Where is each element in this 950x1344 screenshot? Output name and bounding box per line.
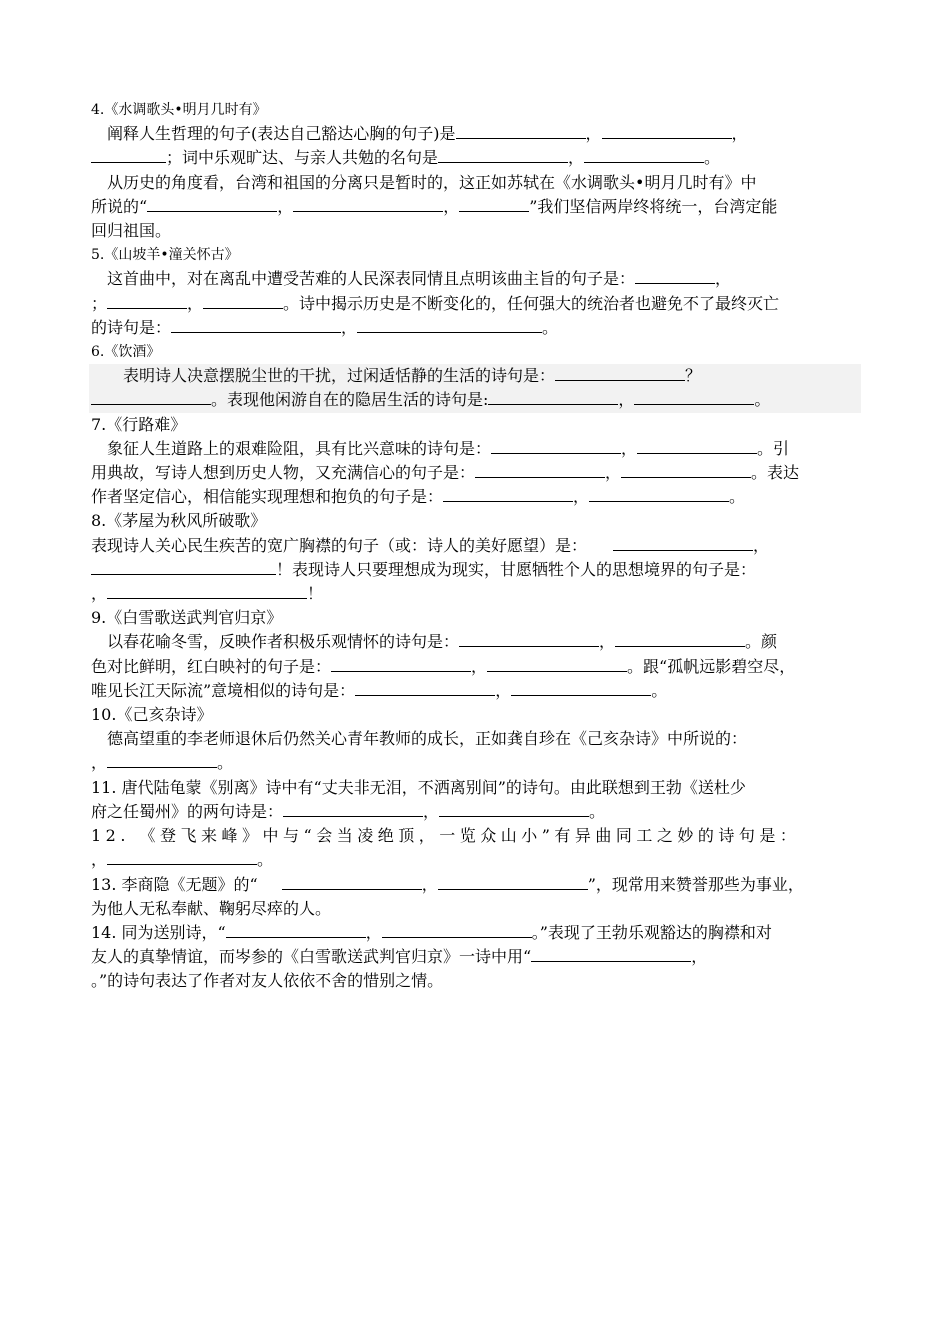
q4-line3: 从历史的角度看，台湾和祖国的分离只是暂时的，这正如苏轼在《水调歌头•明月几时有》中 — [107, 172, 757, 192]
answer-blank[interactable] — [635, 267, 715, 284]
q10-line2: ， 。 — [91, 753, 234, 773]
q7-line3: 作者坚定信心，相信能实现理想和抱负的句子是： ， 。 — [91, 487, 746, 507]
answer-blank[interactable] — [91, 388, 211, 405]
q9-line3: 唯见长江天际流”意境相似的诗句是： ， 。 — [91, 680, 668, 700]
answer-blank[interactable] — [459, 630, 599, 647]
q13-line1: 13. 李商隐《无题》的“ ， ”，现常用来赞誉那些为事业， — [91, 874, 804, 894]
answer-blank[interactable] — [107, 751, 217, 768]
answer-blank[interactable] — [91, 146, 166, 163]
worksheet — [91, 98, 861, 994]
q10-title: 10.《己亥杂诗》 — [91, 705, 213, 725]
q5-title: 5.《山坡羊•潼关怀古》 — [91, 247, 239, 264]
answer-blank[interactable] — [357, 316, 542, 333]
q6-line2: 。表现他闲游自在的隐居生活的诗句是: ， 。 — [91, 388, 861, 412]
q6-shaded-block — [89, 364, 861, 412]
answer-blank[interactable] — [511, 679, 651, 696]
q12-line2: ， 。 — [91, 850, 274, 870]
q14-line1: 14. 同为送别诗，“ ， 。”表现了王勃乐观豁达的胸襟和对 — [91, 922, 772, 942]
answer-blank[interactable] — [91, 558, 276, 575]
q5-line2: ； ， 。诗中揭示历史是不断变化的，任何强大的统治者也避免不了最终灭亡 — [91, 293, 780, 313]
answer-blank[interactable] — [147, 195, 277, 212]
answer-blank[interactable] — [589, 485, 729, 502]
answer-blank[interactable] — [438, 873, 588, 890]
q13-line2: 为他人无私奉献、鞠躬尽瘁的人。 — [91, 898, 332, 918]
answer-blank[interactable] — [637, 437, 757, 454]
answer-blank[interactable] — [107, 848, 257, 865]
answer-blank[interactable] — [459, 195, 529, 212]
q4-title: 4.《水调歌头•明月几时有》 — [91, 102, 267, 118]
answer-blank[interactable] — [491, 437, 621, 454]
q8-line3: ， ！ — [91, 584, 324, 604]
answer-blank[interactable] — [293, 195, 443, 212]
answer-blank[interactable] — [282, 873, 422, 890]
answer-blank[interactable] — [226, 921, 366, 938]
q10-line1: 德高望重的李老师退休后仍然关心青年教师的成长，正如龚自珍在《己亥杂诗》中所说的： — [107, 729, 748, 749]
q14-line2: 友人的真挚情谊，而岑参的《白雪歌送武判官归京》一诗中用“ ， — [91, 947, 708, 967]
q4-line1: 阐释人生哲理的句子(表达自己豁达心胸的句子)是 ， ， — [107, 124, 748, 144]
answer-blank[interactable] — [107, 582, 307, 599]
answer-blank[interactable] — [531, 945, 691, 962]
q7-title: 7.《行路难》 — [91, 414, 187, 434]
answer-blank[interactable] — [283, 800, 423, 817]
q8-title: 8.《茅屋为秋风所破歌》 — [91, 511, 267, 531]
answer-blank[interactable] — [615, 630, 745, 647]
q5-line1: 这首曲中，对在离乱中遭受苦难的人民深表同情且点明该曲主旨的句子是： ， — [107, 269, 732, 289]
q5-line3: 的诗句是： ， 。 — [91, 317, 559, 337]
answer-blank[interactable] — [382, 921, 532, 938]
answer-blank[interactable] — [331, 655, 471, 672]
q9-title: 9.《白雪歌送武判官归京》 — [91, 608, 283, 628]
q6-title: 6.《饮酒》 — [91, 344, 161, 361]
q14-line3: 。”的诗句表达了作者对友人依依不舍的惜别之情。 — [91, 971, 444, 991]
answer-blank[interactable] — [203, 292, 283, 309]
answer-blank[interactable] — [107, 292, 187, 309]
answer-blank[interactable] — [584, 146, 704, 163]
q4-line4: 所说的“ ， ， ”我们坚信两岸终将统一，台湾定能 — [91, 196, 778, 216]
answer-blank[interactable] — [439, 800, 589, 817]
q9-line1: 以春花喻冬雪，反映作者积极乐观情怀的诗句是： ， 。颜 — [107, 632, 778, 652]
q11-line2: 府之任蜀州》的两句诗是： ， 。 — [91, 801, 606, 821]
q4-line5: 回归祖国。 — [91, 221, 172, 241]
answer-blank[interactable] — [555, 364, 685, 381]
answer-blank[interactable] — [443, 485, 573, 502]
q6-line1: 表明诗人决意摆脱尘世的干扰，过闲适恬静的生活的诗句是： ？ — [123, 366, 702, 386]
answer-blank[interactable] — [613, 534, 753, 551]
answer-blank[interactable] — [355, 679, 495, 696]
q4-line2: ；词中乐观旷达、与亲人共勉的名句是 ， 。 — [91, 146, 861, 170]
q12-line1: 12. 《登飞来峰》中与“会当凌绝顶，一览众山小”有异曲同工之妙的诗句是： — [91, 826, 801, 846]
answer-blank[interactable] — [634, 388, 754, 405]
answer-blank[interactable] — [487, 655, 627, 672]
answer-blank[interactable] — [621, 461, 751, 478]
answer-blank[interactable] — [456, 122, 586, 139]
q8-line2: ！表现诗人只要理想成为现实，甘愿牺牲个人的思想境界的句子是： — [91, 558, 861, 582]
answer-blank[interactable] — [438, 146, 568, 163]
q7-line1: 象征人生道路上的艰难险阻，具有比兴意味的诗句是： ， 。引 — [107, 438, 790, 458]
q9-line2: 色对比鲜明，红白映衬的句子是： ， 。跟“孤帆远影碧空尽， — [91, 656, 796, 676]
q8-line1: 表现诗人关心民生疾苦的宽广胸襟的句子（或：诗人的美好愿望）是： ， — [91, 535, 770, 555]
answer-blank[interactable] — [488, 388, 618, 405]
answer-blank[interactable] — [171, 316, 341, 333]
answer-blank[interactable] — [602, 122, 732, 139]
q7-line2: 用典故，写诗人想到历史人物，又充满信心的句子是： ， 。表达 — [91, 463, 800, 483]
q11-line1: 11. 唐代陆龟蒙《别离》诗中有“丈夫非无泪，不洒离别间”的诗句。由此联想到王勃《送杜少 — [91, 777, 746, 797]
answer-blank[interactable] — [475, 461, 605, 478]
